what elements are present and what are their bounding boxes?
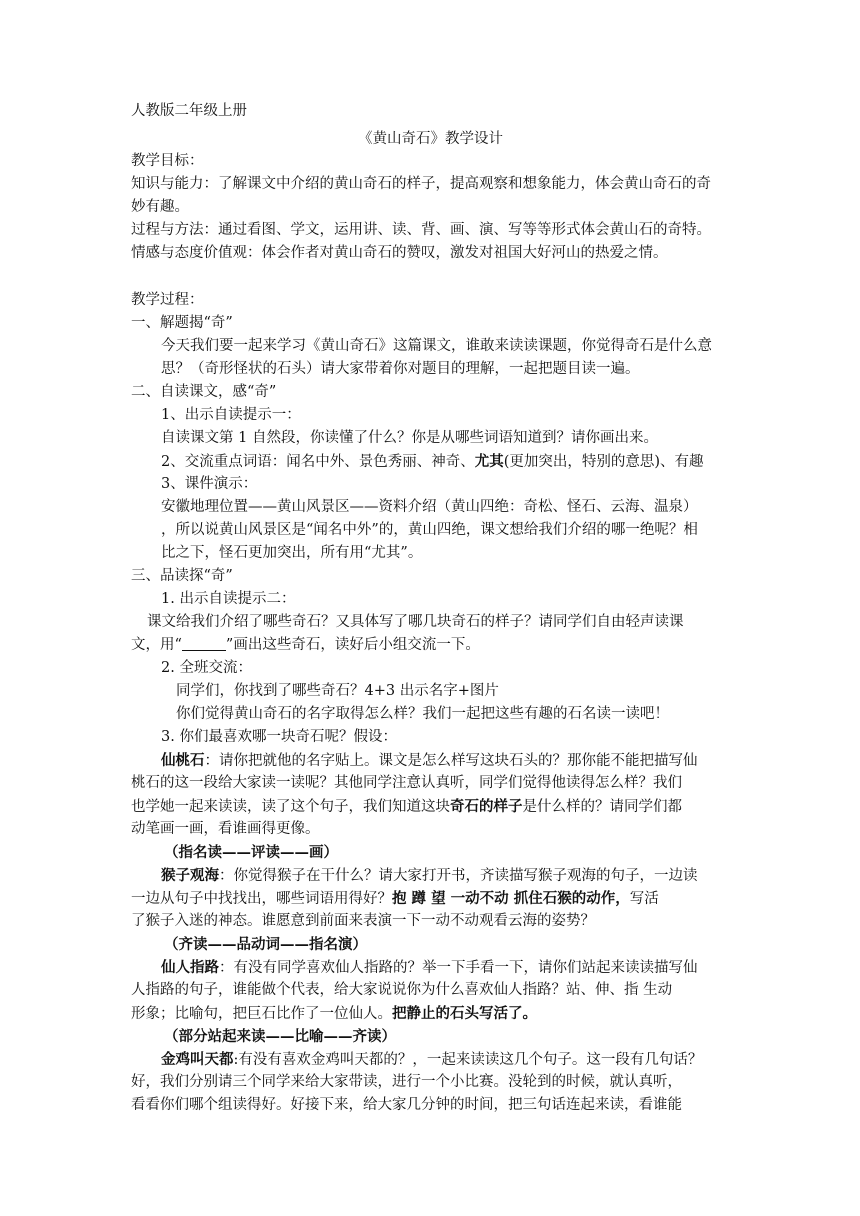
section-2-item-1: 1、出示自读提示一： bbox=[161, 407, 301, 423]
section-1-title: 一、解题揭“奇” bbox=[131, 315, 233, 331]
immortal-text-a: 形象；比喻句，把巨石比作了一位仙人。 bbox=[131, 1006, 392, 1022]
peach-line-3 bbox=[131, 795, 682, 819]
rooster-line-2: 好，我们分别请三个同学来给大家带读，进行一个小比赛。没轮到的时候，就认真听， bbox=[131, 1074, 682, 1090]
section-3-item-3: 3. 你们最喜欢哪一块奇石呢？假设： bbox=[161, 729, 397, 745]
section-2-item-3-line-2: ，所以说黄山风景区是“闻名中外”的，黄山四绝，课文想给我们介绍的哪一绝呢？相 bbox=[161, 522, 698, 538]
section-3-item-1: 1. 出示自读提示二： bbox=[161, 591, 296, 607]
monkey-text: ：你觉得猴子在干什么？请大家打开书，齐读描写猴子观海的句子，一边读 bbox=[219, 868, 698, 884]
section-3-item-2: 2. 全班交流： bbox=[161, 660, 252, 676]
section-2-item-2 bbox=[161, 450, 704, 474]
section-3-item-1-line-1: 课文给我们介绍了哪些奇石？又具体写了哪几块奇石的样子？请同学们自由轻声读课 bbox=[147, 614, 684, 630]
monkey-method: （齐读——品动词——指名演） bbox=[164, 936, 367, 953]
section-2-item-3: 3、课件演示： bbox=[161, 476, 258, 492]
section-1-paragraph-line-1: 今天我们要一起来学习《黄山奇石》这篇课文，谁敢来读读课题，你觉得奇石是什么意 bbox=[161, 338, 712, 354]
blank-prefix: 文，用“ bbox=[131, 637, 182, 653]
item-2-note: (更加突出，特别的意思)、有趣 bbox=[503, 454, 704, 470]
section-2-item-1-text: 自读课文第 1 自然段，你读懂了什么？你是从哪些词语知道到？请你画出来。 bbox=[161, 430, 658, 446]
peach-line-1 bbox=[161, 749, 698, 773]
item-2-keyword: 尤其 bbox=[474, 453, 504, 470]
section-3-title: 三、品读探“奇” bbox=[131, 568, 233, 584]
rooster-line-1 bbox=[161, 1048, 702, 1072]
rooster-label: 金鸡叫天都 bbox=[161, 1051, 234, 1068]
peach-method: （指名读——评读——画） bbox=[164, 844, 338, 861]
objective-knowledge-line-1: 知识与能力：了解课文中介绍的黄山奇石的样子，提高观察和想象能力，体会黄山奇石的奇 bbox=[131, 176, 711, 192]
rooster-text: :有没有喜欢金鸡叫天都的？，一起来读读这几个句子。这一段有几句话？ bbox=[233, 1052, 703, 1068]
immortal-line-3 bbox=[131, 1002, 537, 1026]
objective-knowledge-line-2: 妙有趣。 bbox=[131, 199, 189, 215]
peach-line-2: 桃石的这一段给大家读一读呢？其他同学注意认真听，同学们觉得他读得怎么样？我们 bbox=[131, 775, 682, 791]
item-2-text: 2、交流重点词语：闻名中外、景色秀丽、神奇、 bbox=[161, 454, 475, 470]
peach-keyword: 奇石的样子 bbox=[450, 798, 523, 815]
objective-emotion: 情感与态度价值观：体会作者对黄山奇石的赞叹，激发对祖国大好河山的热爱之情。 bbox=[131, 245, 668, 261]
section-2-item-3-line-1: 安徽地理位置——黄山风景区——资料介绍（黄山四绝：奇松、怪石、云海、温泉） bbox=[161, 499, 698, 515]
monkey-keywords: 抱 蹲 望 一动不动 抓住石猴的动作， bbox=[392, 890, 630, 907]
peach-text-c: 是什么样的？请同学们都 bbox=[522, 799, 682, 815]
immortal-label: 仙人指路 bbox=[161, 959, 219, 976]
monkey-line-3: 了猴子入迷的神态。谁愿意到前面来表演一下一动不动观看云海的姿势？ bbox=[131, 913, 595, 929]
monkey-label: 猴子观海 bbox=[161, 867, 219, 884]
monkey-text-a: 一边从句子中找找出，哪些词语用得好？ bbox=[131, 891, 392, 907]
monkey-line-1 bbox=[161, 864, 698, 888]
section-3-item-2-line-2: 你们觉得黄山奇石的名字取得怎么样？我们一起把这些有趣的石名读一读吧！ bbox=[176, 706, 669, 722]
section-3-item-1-line-2 bbox=[131, 634, 480, 657]
objectives-heading: 教学目标： bbox=[131, 153, 204, 169]
peach-text: ：请你把就他的名字贴上。课文是怎么样写这块石头的？那你能不能把描写仙 bbox=[204, 753, 698, 769]
immortal-keyword: 把静止的石头写活了。 bbox=[392, 1005, 537, 1022]
edition-line: 人教版二年级上册 bbox=[131, 103, 247, 119]
section-3-item-2-line-1: 同学们，你找到了哪些奇石？4+3 出示名字+图片 bbox=[176, 683, 499, 699]
underline-blank bbox=[182, 636, 226, 651]
blank-suffix: ”画出这些奇石，读好后小组交流一下。 bbox=[225, 637, 480, 653]
monkey-line-2 bbox=[131, 887, 659, 911]
immortal-line-2: 人指路的句子，谁能做个代表，给大家说说你为什么喜欢仙人指路？站、伸、指 生动 bbox=[131, 982, 673, 998]
immortal-text: ：有没有同学喜欢仙人指路的？举一下手看一下，请你们站起来读读描写仙 bbox=[219, 960, 698, 976]
section-1-paragraph-line-2: 思？（奇形怪状的石头）请大家带着你对题目的理解，一起把题目读一遍。 bbox=[161, 361, 640, 377]
immortal-line-1 bbox=[161, 956, 698, 980]
section-2-title: 二、自读课文，感“奇” bbox=[131, 384, 277, 400]
peach-line-4: 动笔画一画，看谁画得更像。 bbox=[131, 821, 320, 837]
section-2-item-3-line-3: 比之下，怪石更加突出，所有用“尤其”。 bbox=[161, 545, 423, 561]
objective-process: 过程与方法：通过看图、学文，运用讲、读、背、画、演、写等等形式体会黄山石的奇特。 bbox=[131, 222, 711, 238]
peach-text-a: 也学她一起来读读，读了这个句子，我们知道这块 bbox=[131, 799, 450, 815]
immortal-method: （部分站起来读——比喻——齐读） bbox=[164, 1028, 396, 1045]
page-title: 《黄山奇石》教学设计 bbox=[358, 131, 503, 147]
peach-label: 仙桃石 bbox=[161, 752, 205, 769]
monkey-text-c: 写活 bbox=[629, 891, 659, 907]
rooster-line-3: 看看你们哪个组读得好。好接下来，给大家几分钟的时间，把三句话连起来读，看谁能 bbox=[131, 1097, 682, 1113]
process-heading: 教学过程： bbox=[131, 292, 204, 308]
